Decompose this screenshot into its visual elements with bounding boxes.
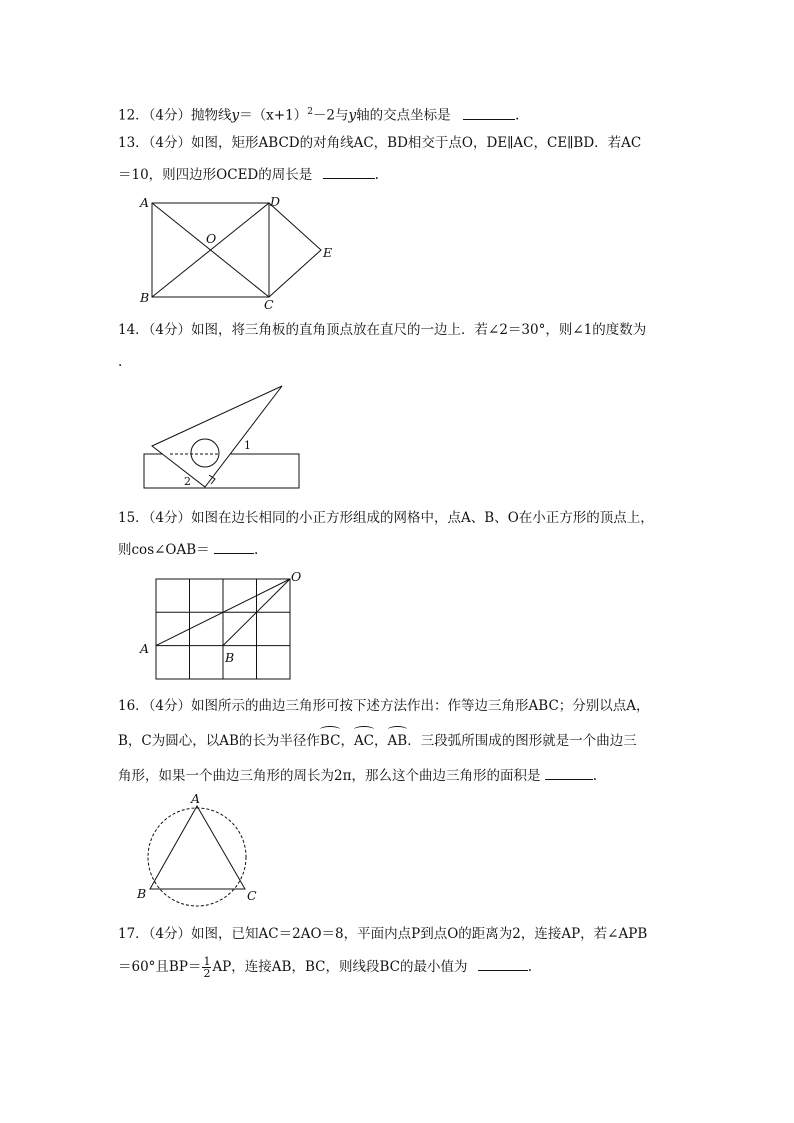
- question-13-line2: ＝10，则四边形OCED的周长是 .: [118, 164, 379, 185]
- q13-label-c: C: [264, 297, 274, 312]
- q12-text-f: 轴的交点坐标是: [356, 107, 451, 124]
- q12-text-c: ＝（x+1）: [239, 107, 308, 124]
- q16-text-line2b: ．三段弧所围成的图形就是一个曲边三: [407, 733, 637, 749]
- q13-text-line2: ＝10，则四边形OCED的周长是: [118, 167, 313, 183]
- q15-text-line2: 则cos∠OAB＝: [118, 542, 210, 558]
- question-15-line1: [118, 508, 654, 528]
- q16-arc-ac: AC: [353, 733, 375, 749]
- q16-label-b: B: [137, 886, 147, 901]
- question-14-line1: [118, 320, 646, 340]
- q15-answer-blank[interactable]: [214, 539, 254, 554]
- q12-text-d: －2与: [312, 107, 349, 124]
- q16-text-line2a: B，C为圆心，以AB的长为半径作: [118, 733, 320, 749]
- q12-answer-blank[interactable]: [463, 105, 515, 120]
- question-13-line1: [118, 133, 641, 153]
- q17-answer-blank[interactable]: [478, 956, 528, 971]
- question-15-line2: 则cos∠OAB＝ .: [118, 539, 258, 560]
- q15-grid-figure: [138, 570, 308, 685]
- q16-label-c: C: [247, 888, 257, 903]
- q16-text-line3: 角形，如果一个曲边三角形的周长为2π，那么这个曲边三角形的面积是: [118, 768, 541, 784]
- q13-label-b: B: [140, 290, 150, 305]
- question-17-number: 17．（4分）: [118, 926, 192, 942]
- q16-arc-bc: BC: [319, 733, 341, 749]
- question-12: 12．（4分）抛物线$y=(x+1)^2-2$与y轴的交点坐标是 .: [118, 102, 519, 126]
- q15-text-line1: 如图在边长相同的小正方形组成的网格中，点A、B、O在小正方形的顶点上，: [191, 510, 654, 526]
- question-16-line1: [118, 696, 650, 716]
- q12-superscript: 2: [307, 107, 313, 117]
- q13-text-line1: 如图，矩形ABCD的对角线AC，BD相交于点O，DE∥AC，CE∥BD．若AC: [191, 135, 642, 151]
- question-13-number: 13．（4分）: [118, 135, 192, 151]
- q13-label-a: A: [140, 195, 150, 210]
- q15-label-o: O: [291, 569, 302, 584]
- q16-label-a: A: [191, 791, 201, 806]
- q17-text-line2b: AP，连接AB，BC，则线段BC的最小值为: [212, 959, 468, 975]
- q14-angle-1-label: 1: [244, 439, 251, 452]
- q12-var-y2: y: [348, 107, 357, 124]
- q16-curved-triangle-figure: [135, 792, 265, 907]
- q16-arc-ab: AB: [387, 733, 408, 749]
- q17-fraction-denominator: 2: [203, 967, 211, 980]
- q12-text-a: 抛物线: [191, 107, 232, 124]
- q16-sep-2: ，: [374, 733, 388, 749]
- q12-var-y: y: [231, 107, 240, 124]
- q14-ruler-triangle-figure: [140, 383, 305, 493]
- q17-text-line1: 如图，已知AC＝2AO＝8，平面内点P到点O的距离为2，连接AP，若∠APB: [191, 926, 648, 942]
- q16-answer-blank[interactable]: [545, 765, 593, 780]
- question-17-line2: ＝60°且BP＝ $\frac{1}{2}$ AP，连接AB，BC，则线段BC的最小值为 .: [118, 955, 533, 980]
- q17-text-line2a: ＝60°且BP＝: [118, 959, 202, 975]
- question-14-line2: [118, 352, 122, 372]
- q13-label-o: O: [206, 231, 217, 246]
- q13-label-e: E: [323, 245, 333, 260]
- q16-sep-1: ，: [340, 733, 354, 749]
- q13-rectangle-figure: [140, 190, 340, 315]
- q13-label-d: D: [270, 194, 281, 209]
- question-16-line2: [118, 731, 637, 751]
- q13-answer-blank[interactable]: [323, 164, 375, 179]
- question-15-number: 15．（4分）: [118, 510, 192, 526]
- q14-text-line1: 如图，将三角板的直角顶点放在直尺的一边上．若∠2＝30°，则∠1的度数为: [191, 322, 647, 338]
- q15-label-b: B: [225, 650, 235, 665]
- q15-label-a: A: [140, 641, 150, 656]
- question-14-number: 14．（4分）: [118, 322, 192, 338]
- q14-text-line2: .: [118, 354, 123, 370]
- question-16-number: 16．（4分）: [118, 698, 192, 714]
- q16-text-line1: 如图所示的曲边三角形可按下述方法作出：作等边三角形ABC；分别以点A，: [191, 698, 650, 714]
- question-12-number: 12．（4分）: [118, 107, 192, 124]
- question-17-line1: [118, 924, 647, 944]
- q14-angle-2-label: 2: [184, 475, 191, 488]
- q17-fraction-numerator: 1: [203, 955, 211, 968]
- question-16-line3: 角形，如果一个曲边三角形的周长为2π，那么这个曲边三角形的面积是 .: [118, 765, 597, 786]
- q17-fraction: [202, 956, 211, 979]
